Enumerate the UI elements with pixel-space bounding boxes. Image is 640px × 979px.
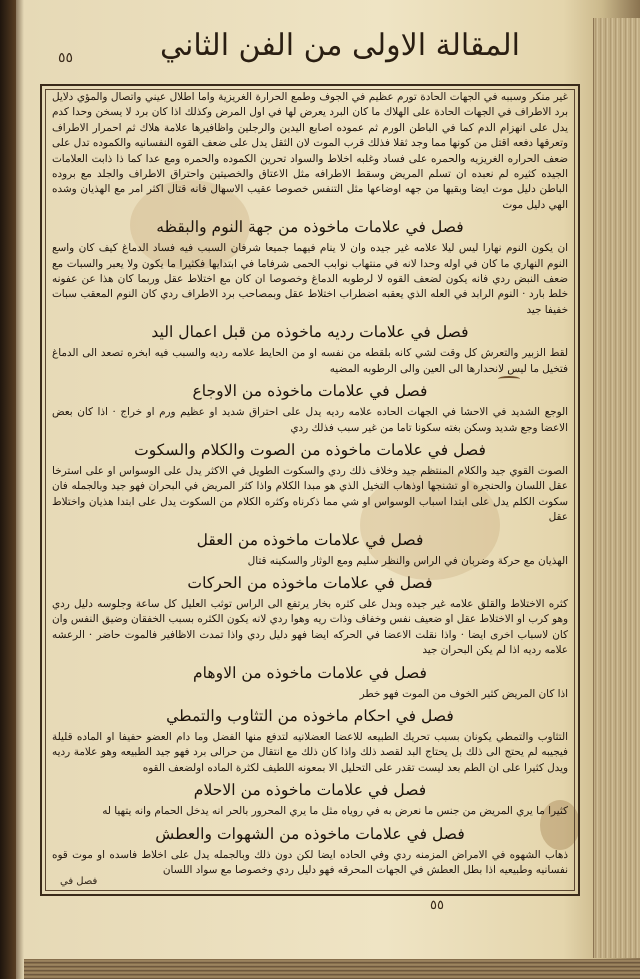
margin-mark xyxy=(498,376,520,382)
section-heading: فصل في علامات ماخوذه من الشهوات والعطش xyxy=(155,824,465,843)
section-paragraph: الصوت القوي جيد والكلام المنتظم جيد وخلاف ذلك ردي والسكوت الطويل في الاكثر يدل على الوسواس او على استرخا عقل اللسان والحنجره او تشنجها اوذهاب التخيل الذي هو مبدا الكلام واذا كثر المريض في البحران فهو جيد وبالجمله فان سكوت الكلم يدل على ابتدا اسباب الوسواس او شي مما ذكرناه وكثره الكلام من السكوت يدل على ابتدا هذيان واختلاط عقل xyxy=(52,464,568,524)
section-heading: فصل في احكام ماخوذه من التثاوب والتمطي xyxy=(166,706,454,725)
intro-paragraph: غير منكر وسببه في الجهات الحادة تورم عظيم في الجوف وطمع الحرارة الغريزية واما اطلال عيني واتصال والمؤي دلايل برد الاطراف في الجهات الحادة على الهلاك ما كان البرد يعرض لها في اول المرض وكذلك اذا كان برد لا يسخن وحدا كدم يدل على انهزام الدم كما في الباطن الورم ثم عموده اصابع اليدين والرجلين واظافيرها علامة هلاك ثم احمرار الاطراف وتعرقها دفعه اقتل من كونها مما وجد ثقلا فذلك قرب الموت لان الثقل يدل على ضعف القوه النفسانيه والكموده تدل على ضعف الحراره الغريزيه والحمره على فساد وغلبه اخلاط والسواد تحرين الكموده والحمره ومع عدا كما ذا ذابت العلامات الجيده كثيره لم نعبده ان تسلم المريض وسقط الاطرافه مثل الاعتاق والخصيتين واحتراق الاطراف والجلد مع بروده الباطن دليل موت ايضا وبقيها من جهه اوضاعها مثل التنفس خصوصا عقيب الاسهال فانه قتال اكثر امر مع الهذيان وشده الهي دليل موت xyxy=(52,91,568,211)
manuscript-text xyxy=(52,90,568,890)
page-edges-bottom xyxy=(24,959,640,979)
section-heading: فصل في علامات ماخوذه من الاحلام xyxy=(193,781,427,800)
page-edges xyxy=(593,18,640,958)
section-paragraph: الهذيان مع حركة وضربان في الراس والنظر سليم ومع الوثار والسكينه قتال xyxy=(247,554,568,567)
section-heading: فصل في علامات ماخوذه من الحركات xyxy=(187,573,433,592)
section-paragraph: التثاوب والتمطي يكونان بسبب تحريك الطبيعه للاعضا العضلانيه لتدفع منها الفضل وما دام العضو حفيفا او الماده قليلة فيجيبه لم يحتج الى ذلك بل يحتاج البد لقصد ذلك واذا كان ذلك مع انتقال من حرالى برد فهو جيد الطبيعه وهو علامة رديه ويدل كثيرا على ان الطم بعد ليست تقدر على التحليل الا بمعونه اللطيف لكثرة الماده اولضعف القوه xyxy=(52,730,568,774)
section-paragraph: اذا كان المريض كثير الخوف من الموت فهو خطر xyxy=(359,687,568,700)
section-paragraph: ذهاب الشهوه في الامراض المزمنه ردي وفي الحاده ايضا لكن دون ذلك وبالجمله يدل على اخلاط فاسده او موت قوه نفسانيه وطبيعيه اذا بطل العطش في الجهات المحرقه فهو دليل ردي وخصوصا مع سواد اللسان xyxy=(52,848,568,876)
section-heading: فصل في علامات ماخوذه من الاوجاع xyxy=(192,382,428,401)
section-heading: فصل في علامات رديه ماخوذه من قبل اعمال اليد xyxy=(151,323,469,342)
catchword: فصل في xyxy=(60,876,98,887)
section-paragraph: ان يكون النوم نهارا ليس ليلا علامه غير جيده وان لا ينام فيهما جميعا شرفان السبب فيه فساد الدماغ كيف كان واسع النوم النهاري ما كان في اوله وحدا لانه في منتهاب نوابب الحمى شرفاما في ابتدايها فكثيرا ما يكون ولا يعبر والسبات مع ضعف النبض ردي فانه يكون لضعف القوه لا لرطوبه الدماغ وخصوصا ان كان مع اختلاط عقل وربما كان هذا عن عفونه خلط بارد · النوم الرابد في العله الذي يعقبه اضطراب اختلاط عقل وبمصاحب برد الاطراف ردي كان النوم المعقب سبات خفيفا جيد xyxy=(52,242,568,316)
section-paragraph: كثره الاختلاط والقلق علامه غير جيده وبدل على كثره بخار يرتفع الى الراس توثب العليل كل ساعة وجلوسه دليل ردي وهو كرب او الاختلاط عقل او ضعيف نفس وخفاف وذات ريه وهوا ردي لانه يكون الكثره بسبب الخفقان وضيق النفس وان كان لاسباب اخرى ايضا · واذا نقلت الاعضا في الحركه ايضا فهو دليل ردي واذا تمدت الاظافير فالموت حاضر · الرعشه علامه رديه اذا لم يكن البحران جيد xyxy=(52,597,568,657)
section-paragraph: لقط الزبير والتعرش كل وقت لشي كانه بلقطه من نفسه او من الحايط علامه رديه والسبب فيه ابخره تصعد الى الدماغ فتخيل ما ليس لانحدارها الى العين والى الرطوبه المضيه xyxy=(52,347,568,375)
section-heading: فصل في علامات ماخوذه من العقل xyxy=(196,530,424,549)
section-paragraph: الوجع الشديد في الاحشا في الجهات الحاده علامه رديه يدل على احتراق شديد او عظيم ورم او خراج · اذا كان بعض الاعضا وجع شديد وسكن بغته سكونا تاما من غير سبب فذلك ردي xyxy=(52,406,568,434)
section-heading: فصل في علامات ماخوذه من الاوهام xyxy=(193,663,427,682)
section-heading: فصل في علامات ماخوذه من الصوت والكلام والسكوت xyxy=(134,440,486,459)
page-number-top: ٥٥ xyxy=(58,50,74,66)
page-number-bottom: ٥٥ xyxy=(430,898,444,913)
section-paragraph: كثيرا ما يري المريض من جنس ما نعرض به في روياه مثل ما يري المحرور بالحر انه يدخل الحمام وانه يتهيا له xyxy=(102,805,568,818)
section-heading: فصل في علامات ماخوذه من جهة النوم والبقظه xyxy=(156,218,464,237)
page-title: المقالة الاولى من الفن الثاني xyxy=(160,28,520,63)
book-spine xyxy=(0,0,16,979)
